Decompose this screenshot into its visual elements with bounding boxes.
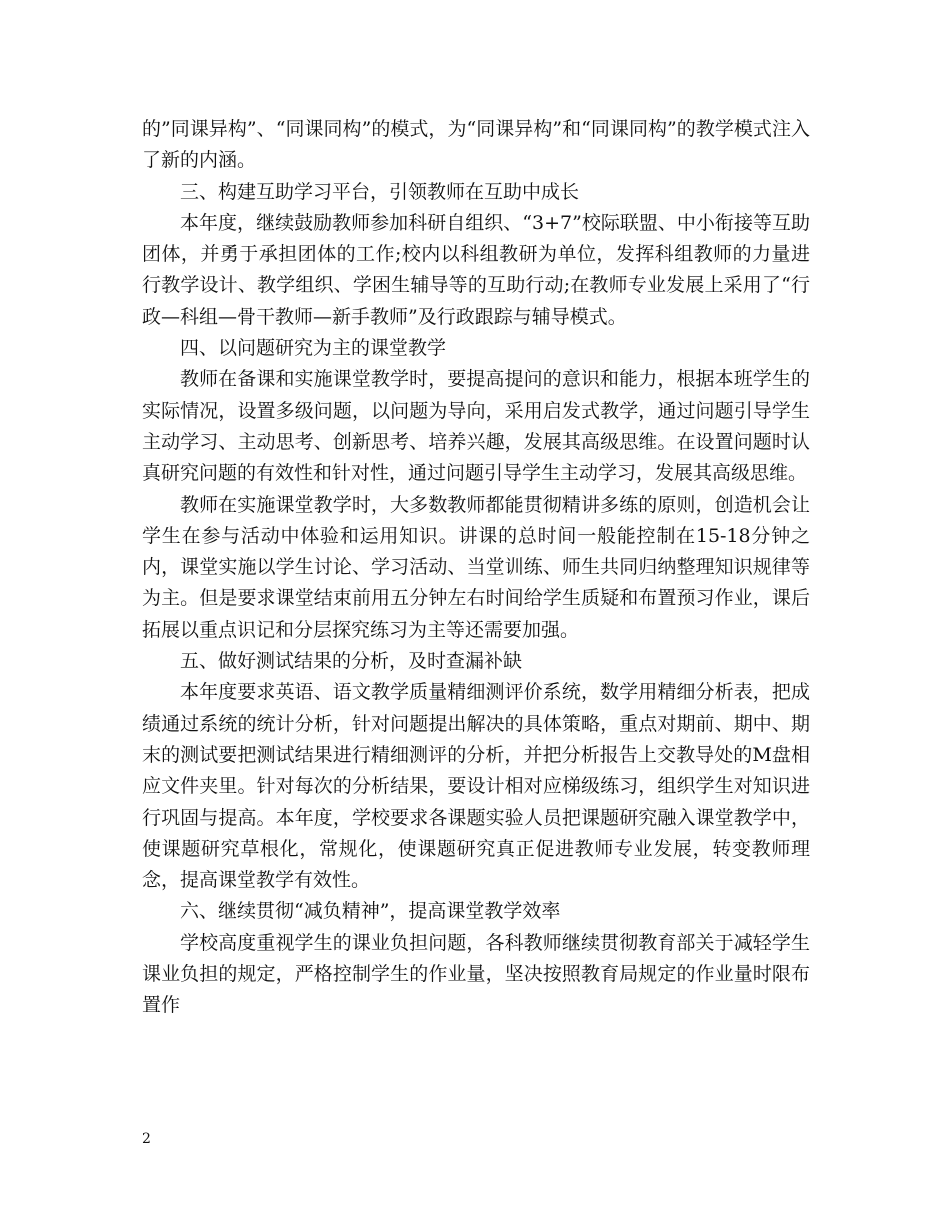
paragraph-continuation: 的”同课异构”、“同课同构”的模式，为“同课异构”和“同课同构”的教学模式注入了新的内涵。: [142, 118, 810, 172]
paragraph: 教师在实施课堂教学时，大多数教师都能贯彻精讲多练的原则，创造机会让学生在参与活动中体验和运用知识。讲课的总时间一般能控制在15-18分钟之内，课堂实施以学生讨论、学习活动、当堂训练、师生共同归纳整理知识规律等为主。但是要求课堂结束前用五分钟左右时间给学生质疑和布置预习作业，课后拓展以重点识记和分层探究练习为主等还需要加强。: [142, 493, 810, 641]
document-body: [142, 114, 810, 1022]
paragraph: 本年度要求英语、语文教学质量精细测评价系统，数学用精细分析表，把成绩通过系统的统计分析，针对问题提出解决的具体策略，重点对期前、期中、期末的测试要把测试结果进行精细测评的分析，并把分析报告上交教导处的M盘相应文件夹里。针对每次的分析结果，要设计相对应梯级练习，组织学生对知识进行巩固与提高。本年度，学校要求各课题实验人员把课题研究融入课堂教学中，使课题研究草根化，常规化，使课题研究真正促进教师专业发展，转变教师理念，提高课堂教学有效性。: [142, 681, 810, 892]
section-heading-3: 三、构建互助学习平台，引领教师在互助中成长: [180, 180, 580, 203]
section-heading-6: 六、继续贯彻“减负精神”，提高课堂教学效率: [180, 900, 561, 923]
section-heading-5: 五、做好测试结果的分析，及时查漏补缺: [180, 650, 523, 673]
page-number: 2: [142, 1131, 151, 1147]
paragraph: 本年度，继续鼓励教师参加科研自组织、“3+7”校际联盟、中小衔接等互助团体，并勇于承担团体的工作;校内以科组教研为单位，发挥科组教师的力量进行教学设计、教学组织、学困生辅导等的互助行动;在教师专业发展上采用了“行政—科组—骨干教师—新手教师”及行政跟踪与辅导模式。: [142, 211, 810, 328]
paragraph: 教师在备课和实施课堂教学时，要提高提问的意识和能力，根据本班学生的实际情况，设置多级问题，以问题为导向，采用启发式教学，通过问题引导学生主动学习、主动思考、创新思考、培养兴趣，发展其高级思维。在设置问题时认真研究问题的有效性和针对性，通过问题引导学生主动学习，发展其高级思维。: [142, 368, 810, 485]
section-heading-4: 四、以问题研究为主的课堂教学: [180, 337, 447, 360]
paragraph: 学校高度重视学生的课业负担问题，各科教师继续贯彻教育部关于减轻学生课业负担的规定，严格控制学生的作业量，坚决按照教育局规定的作业量时限布置作: [142, 931, 810, 1017]
